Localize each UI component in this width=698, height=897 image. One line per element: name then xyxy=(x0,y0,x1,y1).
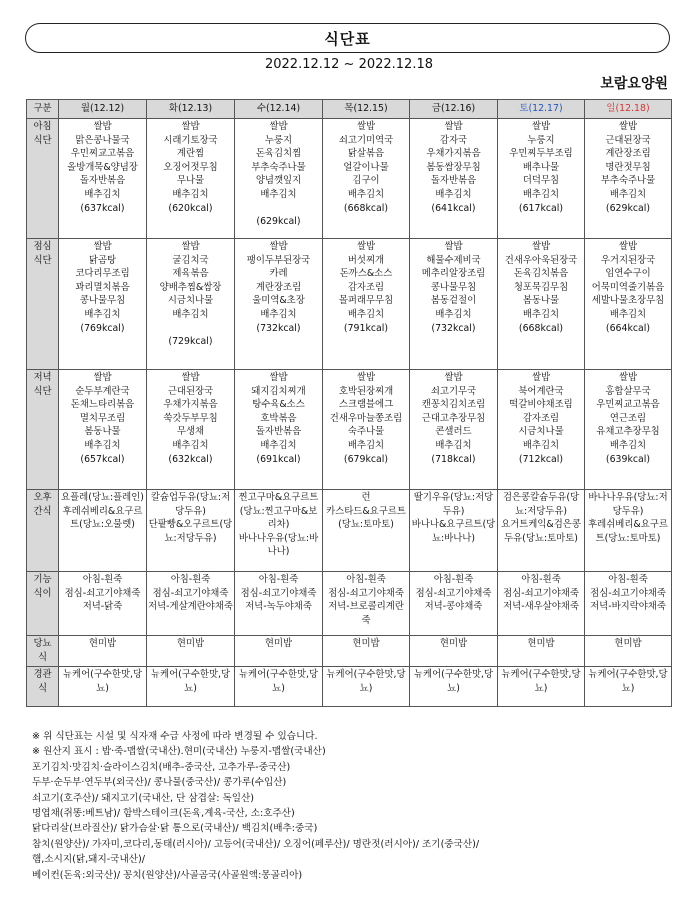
menu-item: 쌀밥 xyxy=(356,241,376,252)
menu-item: 배추김치 xyxy=(172,188,209,200)
menu-item: 무나물 xyxy=(176,175,205,187)
menu-item: 검은콩칼슘두유(당뇨:저당두유) xyxy=(502,492,580,517)
menu-item: 배추김치 xyxy=(609,439,647,451)
menu-item: 쑥갓두부무침 xyxy=(163,412,218,424)
calorie-value: (732kcal) xyxy=(431,322,476,334)
calorie-value: (668kcal) xyxy=(343,202,389,214)
menu-item: 저녁-녹두야채죽 xyxy=(245,601,312,613)
menu-item: 감자조림 xyxy=(347,281,385,293)
calorie-value: (629kcal) xyxy=(256,216,301,228)
menu-item: 쌀밥 xyxy=(269,121,288,132)
menu-item: 계란장조림 xyxy=(255,281,302,293)
menu-item: 쌀밥 xyxy=(181,241,200,252)
menu-cell xyxy=(585,239,672,370)
day-header: 목(12.15) xyxy=(323,100,410,119)
note-line: 쇠고기(호주산)/ 돼지고기(국내산, 단 삼겹살: 독일산) xyxy=(32,792,255,804)
menu-item: 뉴케어(구수한맛,당뇨) xyxy=(326,669,406,694)
menu-cell xyxy=(235,572,323,636)
menu-item: 배추김치 xyxy=(347,188,385,200)
menu-item: 시금치나물 xyxy=(167,295,214,307)
menu-item: 양배추찜&쌈장 xyxy=(159,281,222,293)
meal-row-label: 경관 식 xyxy=(27,667,59,707)
menu-item: 돈육김치찜 xyxy=(255,148,302,160)
day-header: 금(12.16) xyxy=(410,100,498,119)
menu-item: 명란젓무침 xyxy=(605,161,651,173)
menu-item: 배추김치 xyxy=(84,439,121,451)
menu-item: 저녁-브로콜리계란죽 xyxy=(328,601,404,626)
menu-item: 카스타드&요구르트(당뇨:토마토) xyxy=(326,505,406,531)
menu-item: 배추김치 xyxy=(260,439,297,451)
day-header: 월(12.12) xyxy=(59,100,147,119)
menu-item: 배추김치 xyxy=(522,308,560,320)
menu-item: 저녁-새우살야채죽 xyxy=(503,601,579,613)
menu-item: 점심-쇠고기야채죽 xyxy=(415,587,492,599)
menu-cell xyxy=(410,667,498,707)
menu-item: 팽이두부된장국 xyxy=(246,254,311,266)
menu-cell xyxy=(323,490,410,572)
menu-cell xyxy=(147,490,235,572)
calorie-value: (657kcal) xyxy=(80,453,125,465)
menu-item: 배추김치 xyxy=(172,439,209,451)
menu-item: 메추리알장조림 xyxy=(421,268,486,280)
menu-item: 굴김치국 xyxy=(172,254,209,266)
note-line: 참치(원양산)/ 가자미,코다리,동태(러시아)/ 고등어(국내산)/ 오징어(페루산)/ 명란젓(러시아)/ 조기(중국산)/ xyxy=(32,838,480,850)
menu-item: 쌀밥 xyxy=(93,241,112,252)
meal-row-label: 기능 식이 xyxy=(27,572,59,636)
menu-item: 아침-흰죽 xyxy=(521,574,561,585)
menu-item: 쌀밥 xyxy=(531,121,551,132)
menu-item: 홍합살무국 xyxy=(605,385,651,397)
page-title-box xyxy=(25,23,670,53)
menu-item: 요거트케익&검은콩두유(당뇨:토마토) xyxy=(501,519,581,544)
menu-item: 북어계란국 xyxy=(518,385,564,397)
menu-item: 점심-쇠고기야채죽 xyxy=(240,587,317,599)
menu-item: 아침-흰죽 xyxy=(608,574,648,585)
menu-item: 뉴케어(구수한맛,당뇨) xyxy=(238,669,319,694)
menu-item: 쌀밥 xyxy=(181,372,200,383)
menu-item: 닭곰탕 xyxy=(88,254,117,266)
menu-item: 쌀밥 xyxy=(618,372,638,383)
menu-item: 후레쉬베리&요구르트(당뇨:오물렛) xyxy=(62,505,143,531)
menu-item: 계란장조림 xyxy=(605,148,651,160)
note-line: 두부·순두부·연두부(외국산)/ 콩나물(중국산)/ 콩가루(수입산) xyxy=(32,777,287,789)
menu-item: 쌀밥 xyxy=(444,121,463,132)
menu-item: 딸기우유(당뇨:저당두유) xyxy=(413,492,494,517)
facility-name: 보람요양원 xyxy=(600,76,668,92)
menu-item: 우민찌교고볶음 xyxy=(596,399,660,411)
menu-item: 바나나&요구르트(당뇨:바나나) xyxy=(411,519,496,544)
menu-item: 배추나물 xyxy=(522,161,560,173)
menu-item: 청포묵김무침 xyxy=(513,281,569,293)
menu-item: 순두부계란국 xyxy=(75,385,130,397)
notes-section xyxy=(32,729,682,883)
menu-item: 현미밥 xyxy=(614,638,642,649)
menu-item: 올방개묵&양념장 xyxy=(67,161,138,173)
note-line: ※ 원산지 표시 : 밥·죽-맵쌀(국내산).현미(국내산) 누룽지-맵쌀(국내산) xyxy=(32,746,326,758)
menu-item: 버섯찌개 xyxy=(347,254,385,266)
menu-item: 배추김치 xyxy=(609,188,647,200)
menu-item: 스크램블에그 xyxy=(338,399,394,411)
menu-item: 콩나물무침 xyxy=(430,281,477,293)
menu-cell xyxy=(235,239,323,370)
menu-item: 떡갈비야채조림 xyxy=(509,399,573,411)
calorie-value: (718kcal) xyxy=(431,453,476,465)
menu-item: 후레쉬베리&요구르트(당뇨:토마토) xyxy=(588,519,668,544)
menu-item: 배추김치 xyxy=(347,439,385,451)
corner-label: 구분 xyxy=(27,100,59,119)
menu-cell xyxy=(498,490,585,572)
day-header: 수(12.14) xyxy=(235,100,323,119)
menu-item: 현미밥 xyxy=(352,638,380,649)
menu-item: 꽈리멸치볶음 xyxy=(75,281,130,293)
meal-row-label: 점심 식단 xyxy=(27,239,59,370)
menu-item: 우민찌두부조림 xyxy=(509,148,573,160)
menu-item: 우민찌교고볶음 xyxy=(70,148,135,160)
menu-item: 뉴케어(구수한맛,당뇨) xyxy=(150,669,231,694)
meal-row xyxy=(27,490,672,572)
menu-item: 쌀밥 xyxy=(444,372,463,383)
menu-item: 누룽지 xyxy=(264,134,293,146)
menu-item: 봄동나물 xyxy=(522,295,560,307)
menu-item: 카레 xyxy=(269,268,288,280)
menu-item: 찐고구마&요구르트(당뇨:찐고구마&보리차) xyxy=(238,492,319,531)
note-line: ※ 위 식단표는 시설 및 식자재 수급 사정에 따라 변경될 수 있습니다. xyxy=(32,731,318,742)
menu-item: 근대된장국 xyxy=(167,385,214,397)
note-line: 포기김치·맛김치·슬라이스김치(배추-중국산, 고추가루-중국산) xyxy=(32,761,291,773)
menu-item: 시금치나물 xyxy=(518,426,564,438)
menu-cell xyxy=(147,370,235,490)
menu-item: 배추김치 xyxy=(84,188,121,200)
menu-cell xyxy=(410,119,498,239)
menu-cell xyxy=(235,667,323,707)
menu-item: 돈채느타리볶음 xyxy=(70,399,135,411)
menu-item: 계란찜 xyxy=(176,148,205,160)
menu-item: 저녁-게살계란야채죽 xyxy=(148,601,233,613)
menu-item: 쇠고기무국 xyxy=(430,385,477,397)
menu-item: 울미역&초장 xyxy=(252,295,305,307)
menu-item: 쌀밥 xyxy=(531,372,551,383)
menu-item: 호박된장찌개 xyxy=(338,385,394,397)
calorie-value: (691kcal) xyxy=(256,453,301,465)
menu-item: 현미밥 xyxy=(88,638,117,649)
day-header-sunday: 일(12.18) xyxy=(585,100,672,119)
menu-item: 코다리무조림 xyxy=(75,268,130,280)
menu-item: 해물수제비국 xyxy=(426,254,481,266)
calorie-value: (668kcal) xyxy=(518,322,564,334)
menu-item: 돼지김치찌개 xyxy=(251,385,306,397)
menu-cell xyxy=(59,572,147,636)
menu-item: 더덕무침 xyxy=(522,175,560,187)
date-range: 2022.12.12 ~ 2022.12.18 xyxy=(264,57,434,72)
menu-item: 배추김치 xyxy=(435,188,472,200)
menu-cell xyxy=(323,572,410,636)
calorie-value: (664kcal) xyxy=(605,322,651,334)
menu-cell xyxy=(323,239,410,370)
menu-cell xyxy=(235,490,323,572)
menu-item: 오징어젓무침 xyxy=(163,161,218,173)
menu-item: 봄동쌈장무침 xyxy=(426,161,481,173)
blank-line xyxy=(236,202,321,216)
menu-item: 배추김치 xyxy=(260,308,297,320)
menu-item: 뉴케어(구수한맛,당뇨) xyxy=(413,669,494,694)
calorie-value: (620kcal) xyxy=(168,202,213,214)
note-line: 베이컨(돈육:외국산)/ 꽁치(원양산)/사골곰국(사골원액:몽골리아) xyxy=(32,869,303,881)
meal-row-label: 아침 식단 xyxy=(27,119,59,239)
calorie-value: (791kcal) xyxy=(343,322,389,334)
menu-item: 숙주나물 xyxy=(347,426,385,438)
menu-item: 쌀밥 xyxy=(93,121,112,132)
menu-item: 유채고추장무침 xyxy=(596,426,660,438)
menu-item: 어묵미역줄기볶음 xyxy=(591,281,665,293)
menu-item: 근대된장국 xyxy=(605,134,651,146)
menu-item: 점심-쇠고기야채죽 xyxy=(64,587,141,599)
menu-item: 쌀밥 xyxy=(269,372,288,383)
menu-item: 요플레(당뇨:플레인) xyxy=(61,492,144,503)
menu-cell xyxy=(323,370,410,490)
menu-item: 쌀밥 xyxy=(618,121,638,132)
menu-item: 배추김치 xyxy=(172,308,209,320)
menu-item: 배추김치 xyxy=(435,308,472,320)
menu-cell xyxy=(147,667,235,707)
menu-cell xyxy=(59,239,147,370)
menu-item: 아침-흰죽 xyxy=(346,574,386,585)
menu-item: 점심-쇠고기야채죽 xyxy=(590,587,666,599)
menu-item: 맑은콩나물국 xyxy=(75,134,130,146)
menu-cell xyxy=(147,239,235,370)
menu-item: 세발나물초장무침 xyxy=(591,295,665,307)
meal-row-label: 당뇨 식 xyxy=(27,636,59,667)
menu-item: 돈육김치볶음 xyxy=(513,268,569,280)
menu-item: 김구이 xyxy=(352,175,380,187)
menu-item: 얼갈이나물 xyxy=(343,161,389,173)
menu-item: 현미밥 xyxy=(439,638,468,649)
menu-cell xyxy=(498,239,585,370)
day-header: 화(12.13) xyxy=(147,100,235,119)
meal-row xyxy=(27,667,672,707)
menu-cell xyxy=(410,490,498,572)
menu-item: 돈까스&소스 xyxy=(339,268,393,280)
menu-cell xyxy=(410,572,498,636)
menu-item: 쇠고기미역국 xyxy=(338,134,394,146)
calorie-value: (629kcal) xyxy=(605,202,651,214)
menu-item: 쌀밥 xyxy=(618,241,638,252)
menu-cell xyxy=(147,119,235,239)
calorie-value: (632kcal) xyxy=(168,453,213,465)
menu-cell xyxy=(498,119,585,239)
menu-item: 저녁-콩야채죽 xyxy=(424,601,483,613)
meal-row xyxy=(27,239,672,370)
menu-item: 멸치무조림 xyxy=(79,412,126,424)
menu-item: 우채가지볶음 xyxy=(426,148,481,160)
calorie-value: (712kcal) xyxy=(518,453,564,465)
menu-cell xyxy=(323,119,410,239)
menu-item: 런 xyxy=(361,492,371,503)
menu-item: 아침-흰죽 xyxy=(258,574,299,585)
menu-cell xyxy=(498,370,585,490)
menu-item: 양념깻잎지 xyxy=(255,175,302,187)
menu-cell xyxy=(410,370,498,490)
menu-cell xyxy=(585,667,672,707)
menu-item: 임연수구이 xyxy=(605,268,651,280)
menu-item: 배추김치 xyxy=(522,188,560,200)
menu-item: 감자국 xyxy=(439,134,468,146)
menu-cell xyxy=(498,636,585,667)
menu-item: 감자조림 xyxy=(522,412,560,424)
menu-item: 칼슘업두유(당뇨:저당두유) xyxy=(150,492,231,517)
menu-item: 점심-쇠고기야채죽 xyxy=(328,587,404,599)
menu-cell xyxy=(235,636,323,667)
meal-row xyxy=(27,370,672,490)
page-title: 식단표 xyxy=(324,29,371,48)
menu-cell xyxy=(59,636,147,667)
calorie-value: (641kcal) xyxy=(431,202,476,214)
note-line: 햄,소시지(닭,돼지-국내산)/ xyxy=(32,854,145,866)
menu-item: 우거지된장국 xyxy=(600,254,656,266)
note-line: 닭다리살(브라질산)/ 닭가슴살·닭 통으로(국내산)/ 백김치(배추:중국) xyxy=(32,823,318,835)
menu-item: 돌자반볶음 xyxy=(79,175,126,187)
calorie-value: (639kcal) xyxy=(605,453,651,465)
menu-item: 무생채 xyxy=(176,426,205,438)
menu-item: 아침-흰죽 xyxy=(433,574,474,585)
menu-item: 뉴케어(구수한맛,당뇨) xyxy=(501,669,581,694)
menu-item: 점심-쇠고기야채죽 xyxy=(503,587,579,599)
menu-item: 바나나우유(당뇨:바나나) xyxy=(238,532,319,558)
menu-cell xyxy=(235,119,323,239)
menu-item: 근대고추장무침 xyxy=(421,412,486,424)
menu-item: 연근조림 xyxy=(609,412,647,424)
menu-item: 배추김치 xyxy=(84,308,121,320)
calorie-value: (732kcal) xyxy=(256,322,301,334)
menu-item: 콘샐러드 xyxy=(435,426,472,438)
menu-cell xyxy=(59,119,147,239)
menu-cell xyxy=(585,490,672,572)
menu-item: 몰퍼래무무침 xyxy=(338,295,394,307)
menu-item: 배추김치 xyxy=(435,439,472,451)
menu-cell xyxy=(585,636,672,667)
menu-item: 돌자반볶음 xyxy=(255,426,302,438)
calorie-value: (729kcal) xyxy=(168,336,213,348)
menu-item: 시래기토장국 xyxy=(163,134,218,146)
menu-item: 건새우아욱된장국 xyxy=(504,254,578,266)
menu-item: 현미밥 xyxy=(264,638,293,649)
menu-item: 배추김치 xyxy=(347,308,385,320)
menu-cell xyxy=(147,572,235,636)
meal-row xyxy=(27,119,672,239)
menu-item: 쌀밥 xyxy=(181,121,200,132)
menu-item: 현미밥 xyxy=(527,638,555,649)
menu-item: 쌀밥 xyxy=(531,241,551,252)
menu-item: 봄동나물 xyxy=(84,426,121,438)
calorie-value: (637kcal) xyxy=(80,202,125,214)
menu-item: 봄동겉절이 xyxy=(430,295,477,307)
menu-cell xyxy=(59,667,147,707)
menu-item: 호박볶음 xyxy=(260,412,297,424)
menu-item: 쌀밥 xyxy=(93,372,112,383)
day-header-saturday: 토(12.17) xyxy=(498,100,585,119)
menu-item: 뉴케어(구수한맛,당뇨) xyxy=(588,669,668,694)
menu-item: 건새우마늘쫑조림 xyxy=(329,412,403,424)
meal-plan-table xyxy=(26,99,672,707)
menu-cell xyxy=(59,490,147,572)
menu-item: 단팥빵&오구르트(당뇨:저당두유) xyxy=(148,519,233,544)
menu-cell xyxy=(323,667,410,707)
menu-cell xyxy=(59,370,147,490)
menu-item: 제육볶음 xyxy=(172,268,209,280)
menu-item: 저녁-바지락야채죽 xyxy=(590,601,666,613)
menu-cell xyxy=(498,667,585,707)
menu-cell xyxy=(147,636,235,667)
menu-cell xyxy=(585,572,672,636)
menu-cell xyxy=(323,636,410,667)
meal-row-label: 오후 간식 xyxy=(27,490,59,572)
menu-item: 저녁-닭죽 xyxy=(82,601,123,613)
menu-item: 바나나우유(당뇨:저당두유) xyxy=(588,492,668,517)
menu-item: 쌀밥 xyxy=(269,241,288,252)
menu-item: 배추김치 xyxy=(522,439,560,451)
menu-item: 배추김치 xyxy=(609,308,647,320)
menu-item: 뉴케어(구수한맛,당뇨) xyxy=(62,669,143,694)
menu-item: 현미밥 xyxy=(176,638,205,649)
menu-item: 쌀밥 xyxy=(444,241,463,252)
menu-item: 콩나물무침 xyxy=(79,295,126,307)
meal-row-label: 저녁 식단 xyxy=(27,370,59,490)
calorie-value: (679kcal) xyxy=(343,453,389,465)
table-header-row xyxy=(27,100,672,119)
menu-item: 캔꽁치김치조림 xyxy=(421,399,486,411)
meal-row xyxy=(27,636,672,667)
menu-cell xyxy=(410,636,498,667)
menu-cell xyxy=(585,370,672,490)
menu-item: 아침-흰죽 xyxy=(170,574,211,585)
menu-item: 돌자반볶음 xyxy=(430,175,477,187)
menu-item: 닭살볶음 xyxy=(347,148,385,160)
menu-item: 우채가지볶음 xyxy=(163,399,218,411)
menu-item: 점심-쇠고기야채죽 xyxy=(152,587,229,599)
menu-item: 부추숙주나물 xyxy=(251,161,306,173)
menu-item: 부추숙주나물 xyxy=(600,175,656,187)
note-line: 명엽채(쥐똥:베트남)/ 함박스테이크(돈육,계육-국산, 소:호주산) xyxy=(32,808,295,820)
meal-row xyxy=(27,572,672,636)
menu-cell xyxy=(410,239,498,370)
menu-item: 아침-흰죽 xyxy=(82,574,123,585)
blank-line xyxy=(148,322,233,336)
menu-cell xyxy=(498,572,585,636)
menu-item: 쌀밥 xyxy=(356,121,376,132)
menu-cell xyxy=(585,119,672,239)
menu-item: 쌀밥 xyxy=(356,372,376,383)
menu-item: 배추김치 xyxy=(260,188,297,200)
menu-item: 탕수육&소스 xyxy=(252,399,305,411)
calorie-value: (617kcal) xyxy=(518,202,564,214)
calorie-value: (769kcal) xyxy=(80,322,125,334)
menu-cell xyxy=(235,370,323,490)
menu-item: 누룽지 xyxy=(527,134,555,146)
